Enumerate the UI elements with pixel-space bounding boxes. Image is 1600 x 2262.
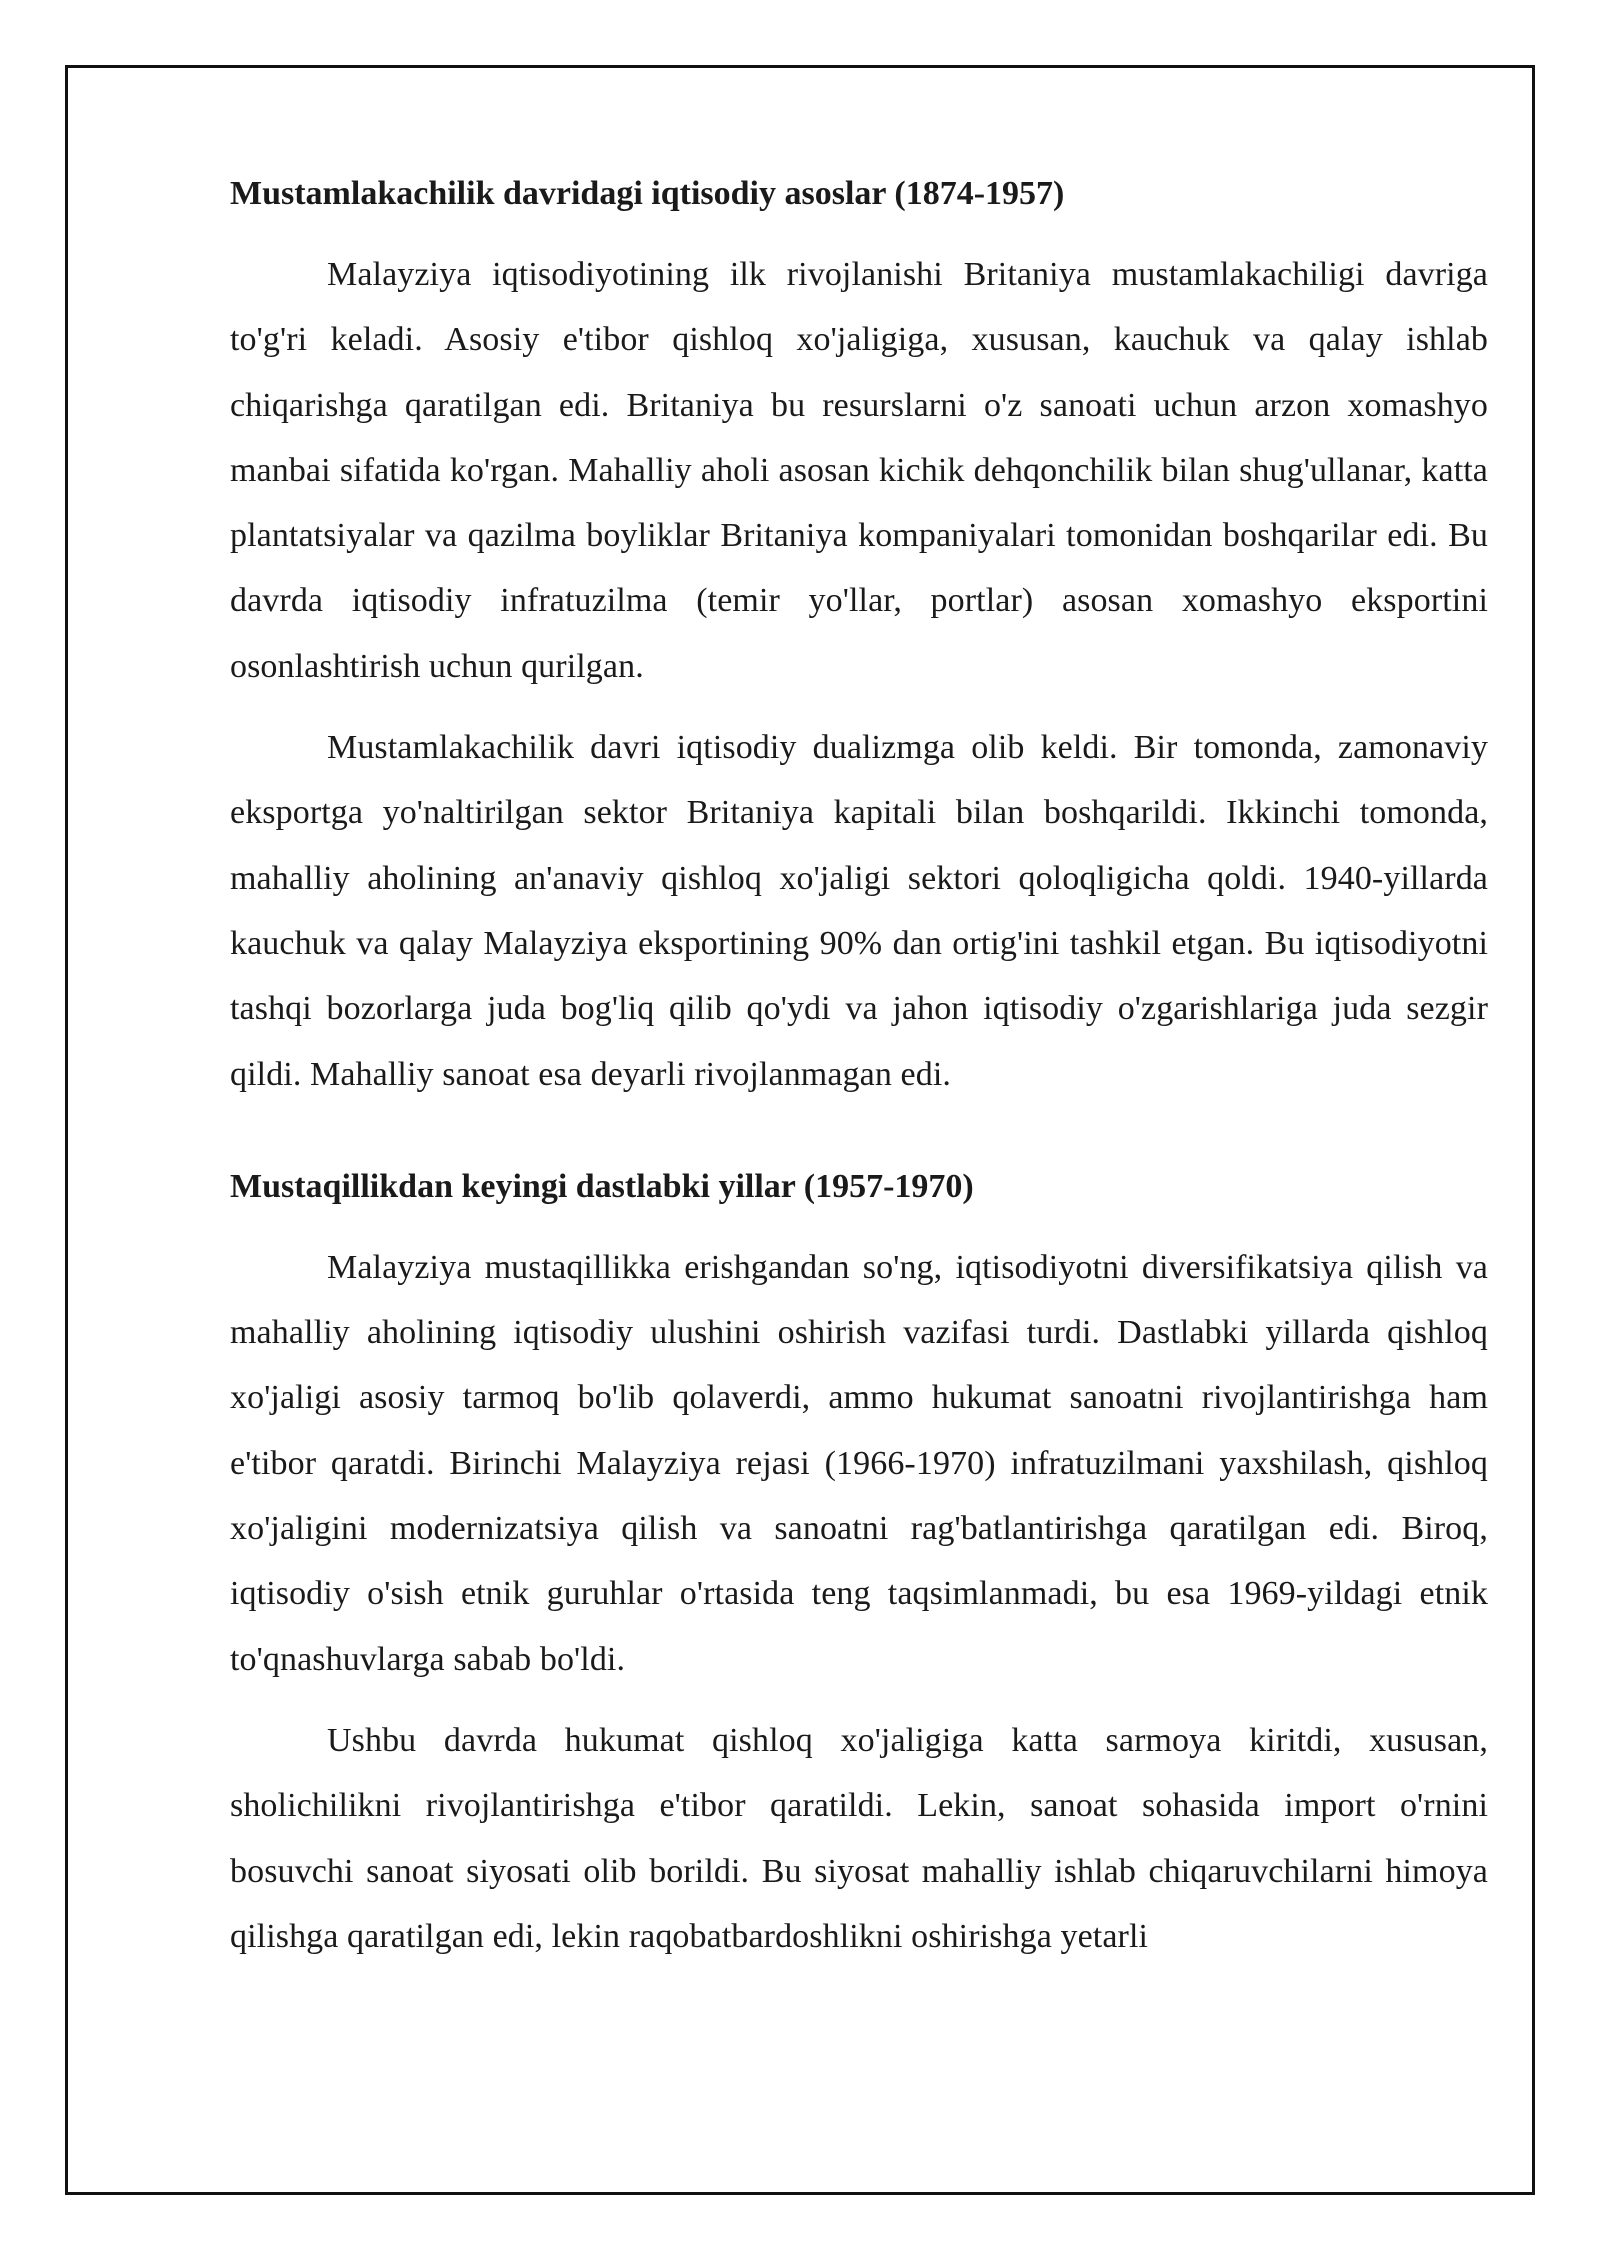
paragraph: Malayziya iqtisodiyotining ilk rivojlanishi Britaniya mustamlakachiligi davriga to'g'ri keladi. Asosiy e'tibor qishloq xo'jaligiga, xususan, kauchuk va qalay ishlab chiqarishga qaratilgan edi. Britaniya bu resurslarni o'z sanoati uchun arzon xomashyo manbai sifatida ko'rgan. Mahalliy aholi asosan kichik dehqonchilik bilan shug'ullanar, katta plantatsiyalar va qazilma boyliklar Britaniya kompaniyalari tomonidan boshqarilar edi. Bu davrda iqtisodiy infratuzilma (temir yo'llar, portlar) asosan xomashyo eksportini osonlashtirish uchun qurilgan. xyxy=(230,256,1488,685)
document-body xyxy=(230,170,1488,1985)
section-early-independence xyxy=(230,1163,1488,1969)
paragraph: Ushbu davrda hukumat qishloq xo'jaligiga katta sarmoya kiritdi, xususan, sholichilikni rivojlantirishga e'tibor qaratildi. Lekin, sanoat sohasida import o'rnini bosuvchi sanoat siyosati olib borildi. Bu siyosat mahalliy ishlab chiqaruvchilarni himoya qilishga qaratilgan edi, lekin raqobatbardoshlikni oshirishga yetarli xyxy=(230,1721,1488,1955)
section-heading: Mustaqillikdan keyingi dastlabki yillar (1957-1970) xyxy=(230,1167,974,1205)
section-heading: Mustamlakachilik davridagi iqtisodiy asoslar (1874-1957) xyxy=(230,175,1065,212)
section-colonial-era xyxy=(230,170,1488,1107)
paragraph: Mustamlakachilik davri iqtisodiy dualizmga olib keldi. Bir tomonda, zamonaviy eksportga yo'naltirilgan sektor Britaniya kapitali bilan boshqarildi. Ikkinchi tomonda, mahalliy aholining an'anaviy qishloq xo'jaligi sektori qoloqligicha qoldi. 1940-yillarda kauchuk va qalay Malayziya eksportining 90% dan ortig'ini tashkil etgan. Bu iqtisodiyotni tashqi bozorlarga juda bog'liq qilib qo'ydi va jahon iqtisodiy o'zgarishlariga juda sezgir qildi. Mahalliy sanoat esa deyarli rivojlanmagan edi. xyxy=(230,729,1488,1093)
paragraph: Malayziya mustaqillikka erishgandan so'ng, iqtisodiyotni diversifikatsiya qilish va mahalliy aholining iqtisodiy ulushini oshirish vazifasi turdi. Dastlabki yillarda qishloq xo'jaligi asosiy tarmoq bo'lib qolaverdi, ammo hukumat sanoatni rivojlantirishga ham e'tibor qaratdi. Birinchi Malayziya rejasi (1966-1970) infratuzilmani yaxshilash, qishloq xo'jaligini modernizatsiya qilish va sanoatni rag'batlantirishga qaratilgan edi. Biroq, iqtisodiy o'sish etnik guruhlar o'rtasida teng taqsimlanmadi, bu esa 1969-yildagi etnik to'qnashuvlarga sabab bo'ldi. xyxy=(230,1248,1488,1678)
